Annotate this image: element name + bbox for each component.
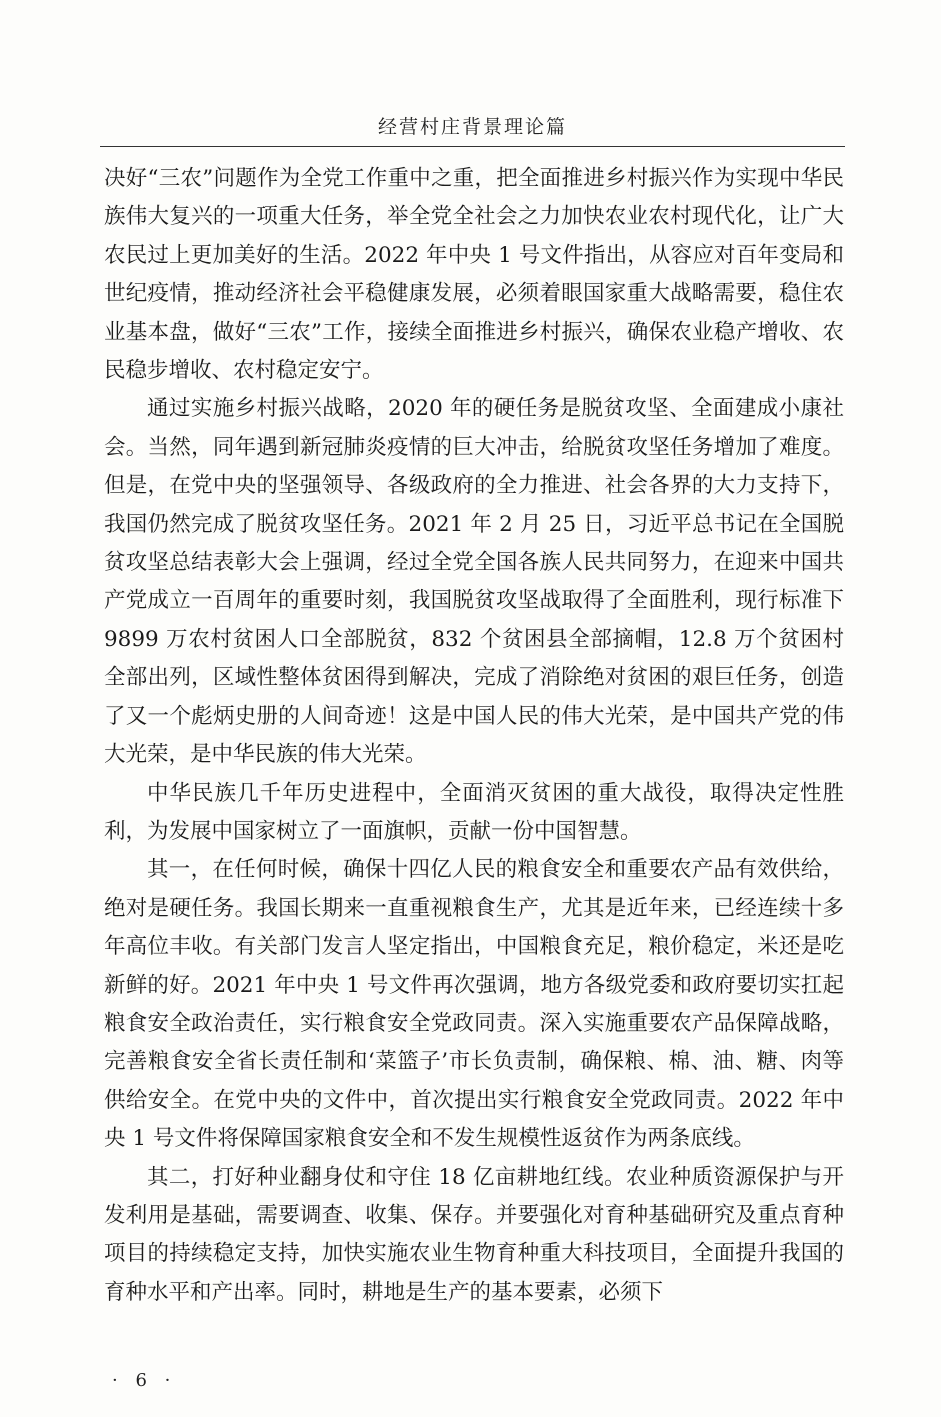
paragraph: 决好“三农”问题作为全党工作重中之重，把全面推进乡村振兴作为实现中华民族伟大复兴的一项重大任务，举全党全社会之力加快农业农村现代化，让广大农民过上更加美好的生活。2022 年中央 1 号文件指出，从容应对百年变局和世纪疫情，推动经济社会平稳健康发展，必须着眼国家重大战略需要，稳住农业基本盘，做好“三农”工作，接续全面推进乡村振兴，确保农业稳产增收、农民稳步增收、农村稳定安宁。 [104, 166, 844, 384]
paragraph: 中华民族几千年历史进程中，全面消灭贫困的重大战役，取得决定性胜利，为发展中国家树立了一面旗帜，贡献一份中国智慧。 [104, 780, 844, 844]
paragraph: 其二，打好种业翻身仗和守住 18 亿亩耕地红线。农业种质资源保护与开发利用是基础，需要调查、收集、保存。并要强化对育种基础研究及重点育种项目的持续稳定支持，加快实施农业生物育种重大科技项目，全面提升我国的育种水平和产出率。同时，耕地是生产的基本要素，必须下 [104, 1164, 844, 1305]
body-text [104, 160, 844, 1312]
page-number: · 6 · [112, 1370, 177, 1391]
running-header: 经营村庄背景理论篇 [377, 116, 567, 138]
header-rule [100, 146, 845, 147]
paragraph: 通过实施乡村振兴战略，2020 年的硬任务是脱贫攻坚、全面建成小康社会。当然，同年遇到新冠肺炎疫情的巨大冲击，给脱贫攻坚任务增加了难度。但是，在党中央的坚强领导、各级政府的全力推进、社会各界的大力支持下，我国仍然完成了脱贫攻坚任务。2021 年 2 月 25 日，习近平总书记在全国脱贫攻坚总结表彰大会上强调，经过全党全国各族人民共同努力，在迎来中国共产党成立一百周年的重要时刻，我国脱贫攻坚战取得了全面胜利，现行标准下 9899 万农村贫困人口全部脱贫，832 个贫困县全部摘帽，12.8 万个贫困村全部出列，区域性整体贫困得到解决，完成了消除绝对贫困的艰巨任务，创造了又一个彪炳史册的人间奇迹！这是中国人民的伟大光荣，是中国共产党的伟大光荣，是中华民族的伟大光荣。 [104, 396, 844, 768]
paragraph: 其一，在任何时候，确保十四亿人民的粮食安全和重要农产品有效供给，绝对是硬任务。我国长期来一直重视粮食生产，尤其是近年来，已经连续十多年高位丰收。有关部门发言人坚定指出，中国粮食充足，粮价稳定，米还是吃新鲜的好。2021 年中央 1 号文件再次强调，地方各级党委和政府要切实扛起粮食安全政治责任，实行粮食安全党政同责。深入实施重要农产品保障战略，完善粮食安全省长责任制和‘菜篮子’市长负责制，确保粮、棉、油、糖、肉等供给安全。在党中央的文件中，首次提出实行粮食安全党政同责。2022 年中央 1 号文件将保障国家粮食安全和不发生规模性返贫作为两条底线。 [104, 857, 844, 1152]
